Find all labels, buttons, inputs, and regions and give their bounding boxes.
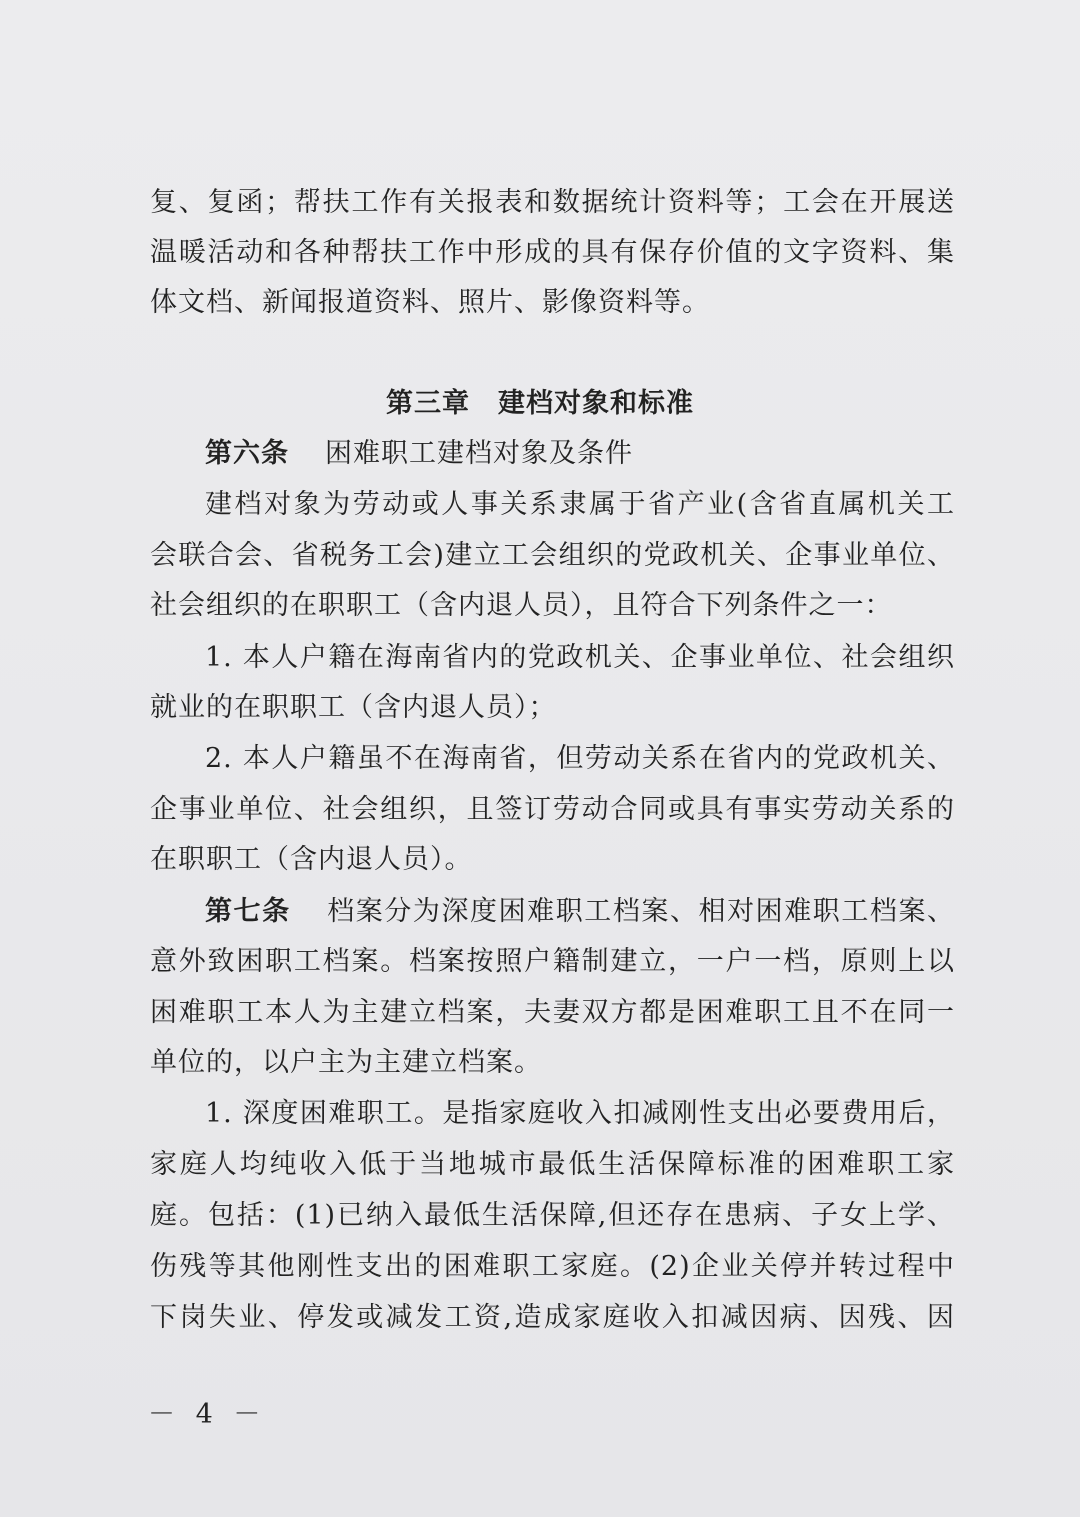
list-item-line: 下岗失业、停发或减发工资,造成家庭收入扣减因病、因残、因 (150, 1302, 955, 1333)
paragraph-line: 单位的，以户主为主建立档案。 (150, 1047, 542, 1078)
article-7-first-line: 档案分为深度困难职工档案、相对困难职工档案、 (326, 896, 956, 927)
chapter-heading: 第三章 建档对象和标准 (386, 388, 694, 419)
paragraph-line: 困难职工本人为主建立档案，夫妻双方都是困难职工且不在同一 (150, 997, 955, 1028)
article-6-title: 第六条 (205, 438, 289, 469)
list-item-line: 1. 本人户籍在海南省内的党政机关、企事业单位、社会组织 (205, 642, 955, 673)
list-item-line: 1. 深度困难职工。是指家庭收入扣减刚性支出必要费用后， (205, 1098, 955, 1129)
paragraph-line: 复、复函；帮扶工作有关报表和数据统计资料等；工会在开展送 (150, 187, 955, 218)
paragraph-line: 温暖活动和各种帮扶工作中形成的具有保存价值的文字资料、集 (150, 237, 955, 268)
paragraph-line: 会联合会、省税务工会)建立工会组织的党政机关、企事业单位、 (150, 540, 955, 571)
list-item-line: 2. 本人户籍虽不在海南省，但劳动关系在省内的党政机关、 (205, 743, 955, 774)
list-item-line: 庭。包括：(1)已纳入最低生活保障,但还存在患病、子女上学、 (150, 1200, 955, 1231)
article-6-heading (205, 437, 955, 471)
paragraph-line: 社会组织的在职职工（含内退人员），且符合下列条件之一： (150, 590, 893, 621)
list-item-line: 伤残等其他刚性支出的困难职工家庭。(2)企业关停并转过程中 (150, 1251, 955, 1282)
page-number: － 4 － (148, 1399, 267, 1430)
paragraph-line: 意外致困职工档案。档案按照户籍制建立，一户一档，原则上以 (150, 946, 955, 977)
article-6-subject: 困难职工建档对象及条件 (325, 438, 633, 469)
list-item-line: 在职职工（含内退人员）。 (150, 844, 473, 875)
list-item-line: 就业的在职职工（含内退人员）； (150, 692, 557, 723)
list-item-line: 企事业单位、社会组织，且签订劳动合同或具有事实劳动关系的 (150, 794, 955, 825)
list-item-line: 家庭人均纯收入低于当地城市最低生活保障标准的困难职工家 (150, 1149, 955, 1180)
article-7-title: 第七条 (205, 896, 291, 927)
paragraph-line: 体文档、新闻报道资料、照片、影像资料等。 (150, 287, 710, 318)
paragraph-line: 建档对象为劳动或人事关系隶属于省产业(含省直属机关工 (205, 489, 955, 520)
article-7-heading (205, 895, 955, 929)
